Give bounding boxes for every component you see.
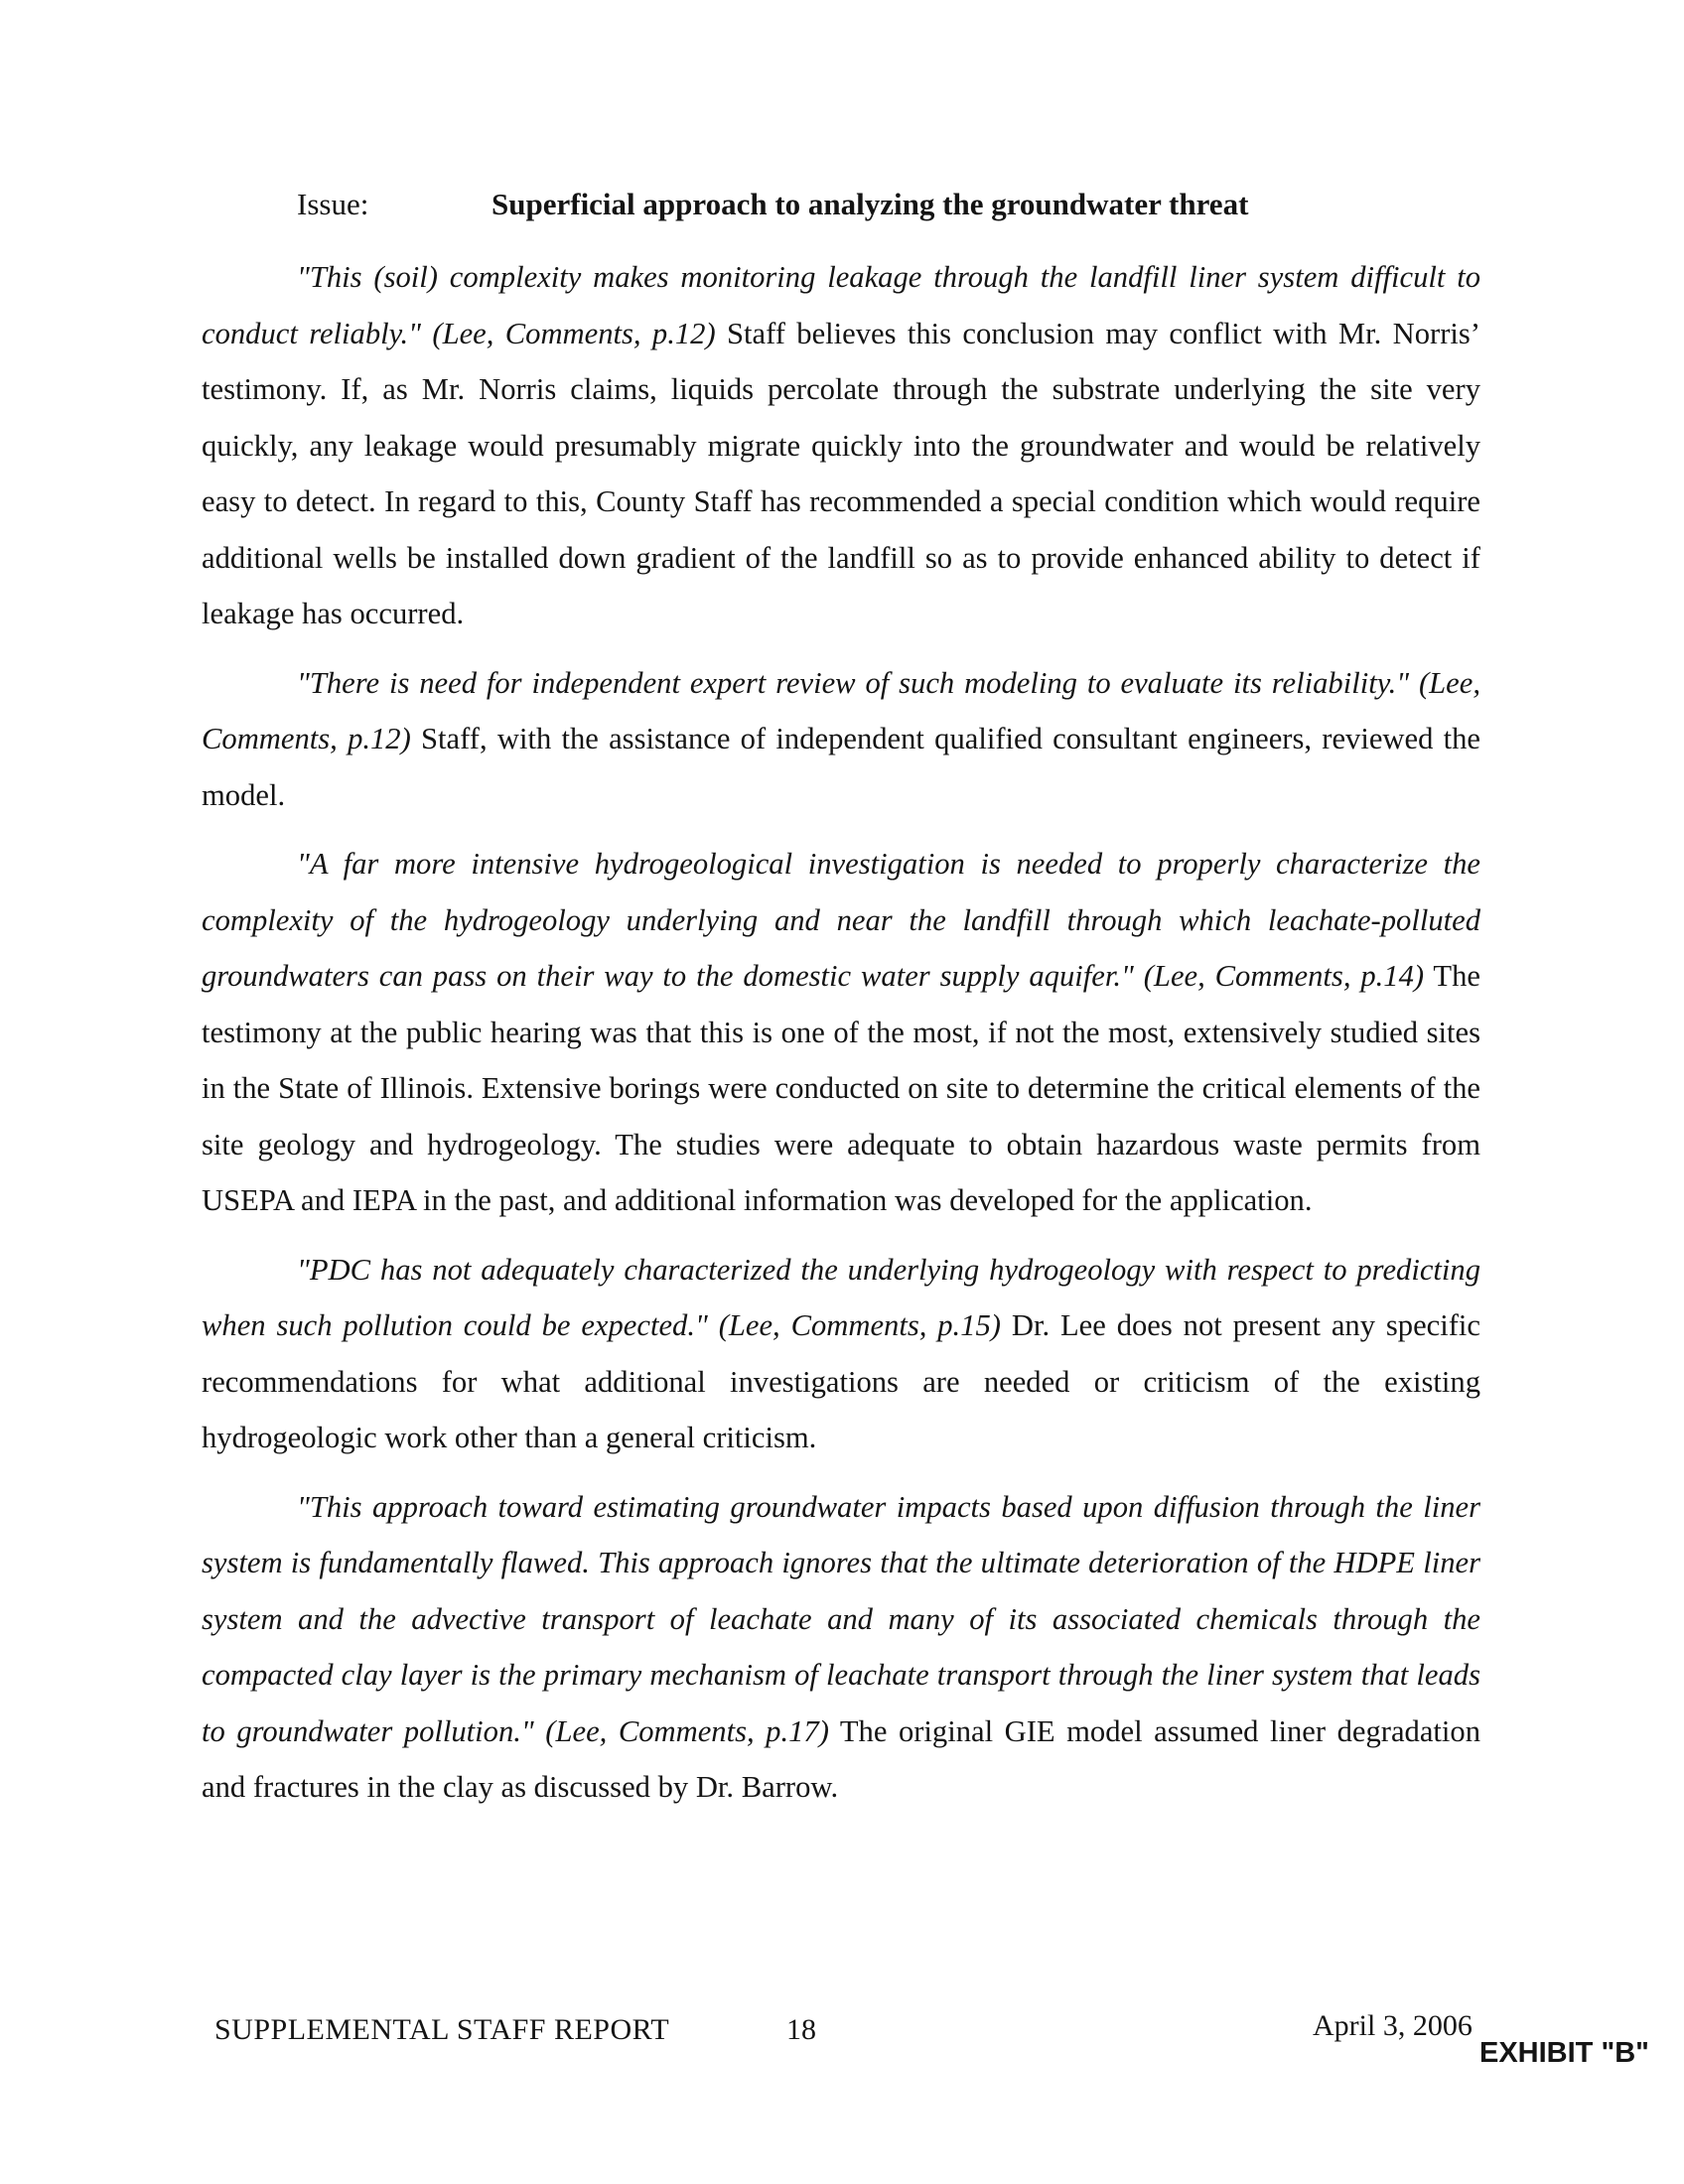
body-text — [202, 249, 1480, 1829]
paragraph-3 — [202, 836, 1480, 1229]
paragraph-1 — [202, 249, 1480, 642]
paragraph-2 — [202, 655, 1480, 824]
response-1: Staff believes this conclusion may conflict with Mr. Norris’ testimony. If, as Mr. Norris claims, liquids percolate through the substrate underlying the site very quickly, any leakage would presumably migrate quickly into the groundwater and would be relatively easy to detect. In regard to this, County Staff has recommended a special condition which would require additional wells be installed down gradient of the landfill so as to provide enhanced ability to detect if leakage has occurred. — [202, 316, 1480, 630]
quote-3: "A far more intensive hydrogeological investigation is needed to properly characterize the complexity of the hydrogeology underlying and near the landfill through which leachate-polluted groundwaters can pass on their way to the domestic water supply aquifer." (Lee, Comments, p.14) — [202, 847, 1480, 993]
response-4: Dr. Lee does not present any specific recommendations for what additional investigations are needed or criticism of the existing hydrogeologic work other than a general criticism. — [202, 1308, 1480, 1454]
paragraph-5 — [202, 1479, 1480, 1816]
quote-2: "There is need for independent expert review of such modeling to evaluate its reliability." (Lee, Comments, p.12) — [202, 665, 1480, 755]
issue-label: Issue: — [297, 187, 369, 221]
response-3: The testimony at the public hearing was that this is one of the most, if not the most, extensively studied sites in the State of Illinois. Extensive borings were conducted on site to determine the critical elements of the site geology and hydrogeology. The studies were adequate to obtain hazardous waste permits from USEPA and IEPA in the past, and additional information was developed for the application. — [202, 959, 1480, 1217]
issue-title: Superficial approach to analyzing the groundwater threat — [491, 187, 1249, 221]
response-5: The original GIE model assumed liner degradation and fractures in the clay as discussed by Dr. Barrow. — [202, 1713, 1480, 1804]
quote-1: "This (soil) complexity makes monitoring leakage through the landfill liner system difficult to conduct reliably." (Lee, Comments, p.12) — [202, 260, 1480, 350]
quote-4: "PDC has not adequately characterized the underlying hydrogeology with respect to predicting when such pollution could be expected." (Lee, Comments, p.15) — [202, 1252, 1480, 1342]
paragraph-4 — [202, 1242, 1480, 1466]
footer-date: April 3, 2006 — [1313, 2009, 1473, 2042]
footer-report-title: SUPPLEMENTAL STAFF REPORT — [214, 2013, 670, 2046]
quote-5: "This approach toward estimating groundwater impacts based upon diffusion through the liner system is fundamentally flawed. This approach ignores that the ultimate deterioration of the HDPE liner system and the advective transport of leachate and many of its associated chemicals through the compacted clay layer is the primary mechanism of leachate transport through the liner system that leads to groundwater pollution." (Lee, Comments, p.17) — [202, 1489, 1480, 1748]
issue-heading — [297, 185, 1248, 224]
response-2: Staff, with the assistance of independent qualified consultant engineers, reviewed the model. — [202, 722, 1480, 812]
exhibit-stamp: EXHIBIT "B" — [1479, 2037, 1649, 2069]
footer-page-number: 18 — [786, 2013, 816, 2046]
